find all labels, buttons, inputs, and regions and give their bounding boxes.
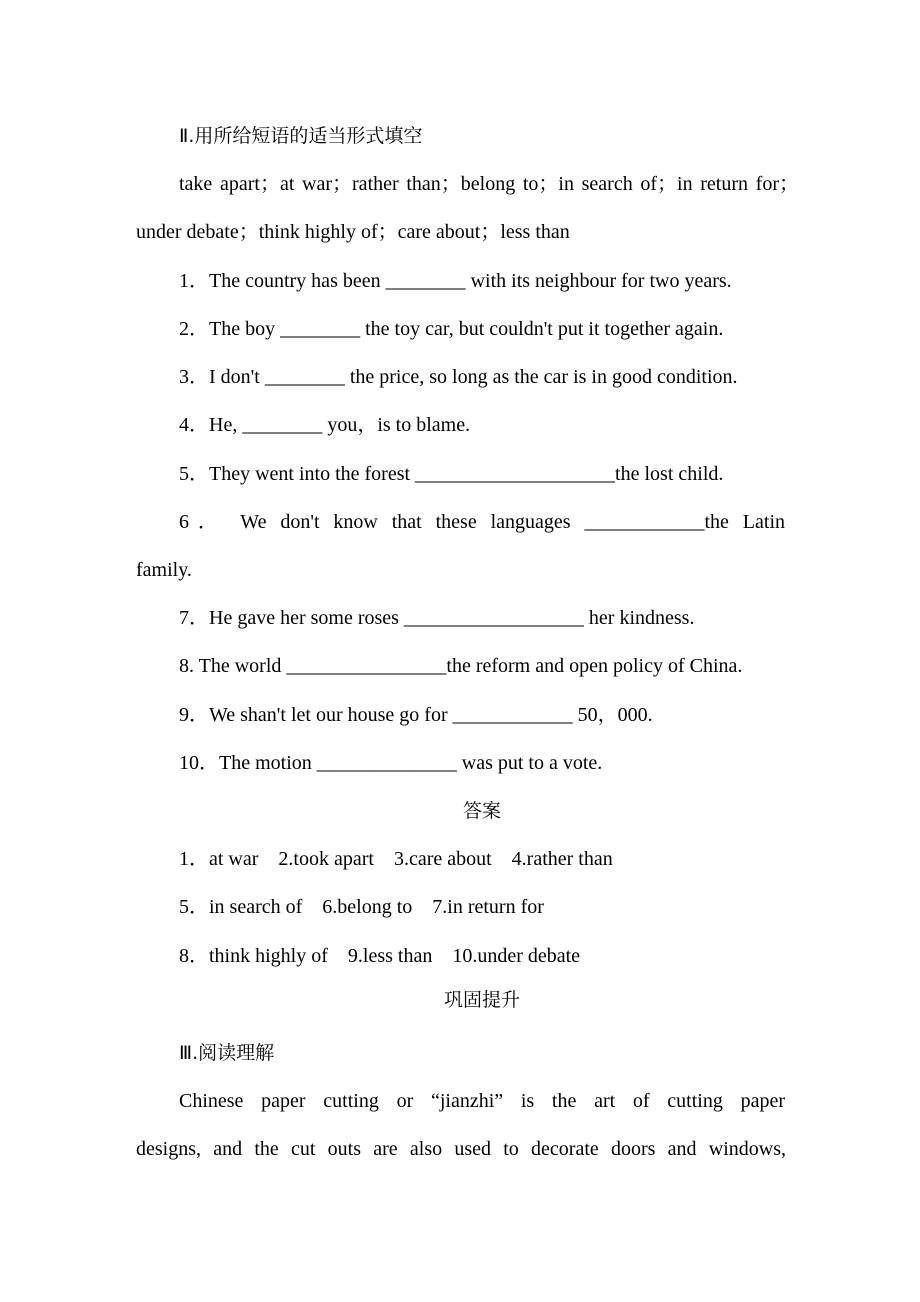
phrase-bank-line-1: take apart；at war；rather than；belong to；in search of；in return for； [179, 173, 799, 195]
phrase-bank-line-2: under debate；think highly of；care about；less than [136, 221, 570, 243]
section-2-heading: Ⅱ.用所给短语的适当形式填空 [179, 125, 423, 147]
exercise-item-10: 10．The motion ______________ was put to a vote. [179, 752, 603, 774]
exercise-item-9: 9．We shan't let our house go for ____________ 50，000. [179, 704, 653, 726]
reading-passage-line-2: designs, and the cut outs are also used to decorate doors and windows, [136, 1138, 786, 1160]
exercise-item-2: 2．The boy ________ the toy car, but couldn't put it together again. [179, 318, 724, 340]
answers-line-3: 8．think highly of 9.less than 10.under debate [179, 945, 581, 967]
reading-passage-line-1: Chinese paper cutting or “jianzhi” is the art of cutting paper [179, 1090, 785, 1112]
exercise-item-5: 5．They went into the forest ____________________the lost child. [179, 463, 724, 485]
exercise-item-7: 7．He gave her some roses __________________ her kindness. [179, 607, 695, 629]
answers-heading: 答案 [462, 800, 501, 822]
exercise-item-6: 6． We don't know that these languages ____________the Latin [179, 511, 785, 533]
exercise-item-8: 8. The world ________________the reform and open policy of China. [179, 655, 743, 677]
exercise-item-6-continued: family. [136, 559, 192, 581]
answers-line-2: 5．in search of 6.belong to 7.in return for [179, 896, 544, 918]
answers-line-1: 1．at war 2.took apart 3.care about 4.rather than [179, 848, 613, 870]
exercise-item-1: 1．The country has been ________ with its neighbour for two years. [179, 270, 732, 292]
consolidation-heading: 巩固提升 [443, 989, 520, 1011]
section-3-heading: Ⅲ.阅读理解 [179, 1042, 275, 1064]
exercise-item-3: 3．I don't ________ the price, so long as the car is in good condition. [179, 366, 738, 388]
exercise-item-4: 4．He, ________ you，is to blame. [179, 414, 471, 436]
